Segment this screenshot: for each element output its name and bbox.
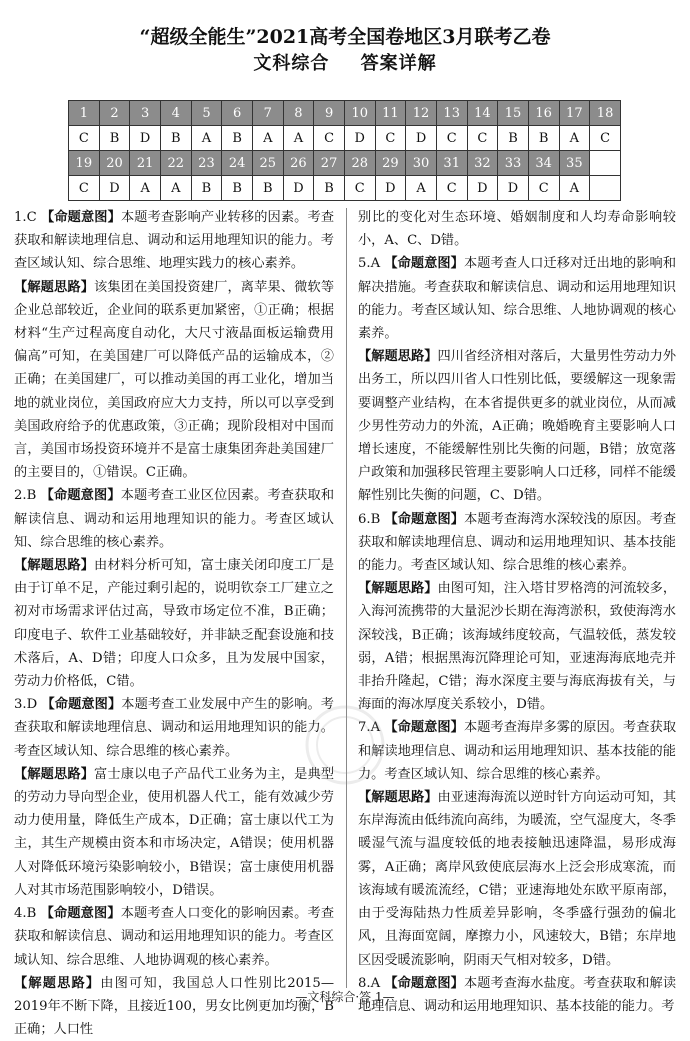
left-column (14, 206, 334, 1041)
paragraph-text: 本题考查海岸多雾的原因。考查获取和解读地理信息、调动和运用地理知识、基本技能的能力。考查区域认知、综合思维的核心素养。 (358, 720, 677, 782)
answer-cell: C (314, 126, 345, 151)
answer-paragraph (358, 577, 676, 716)
paragraph-text: 由亚速海海流以逆时针方向运动可知，其东岸海流由低纬流向高纬，为暖流，空气湿度大，冬季暖湿气流与温度较低的地表接触迅速降温，易形成海雾，A正确；离岸风致使底层海水上泛会形成寒流，而该海域有暖流流经，C错；亚速海地处东欧平原南部，由于受海陆热力性质差异影响，冬季盛行强劲的偏北风，且海面宽阔，摩擦力小，风速较大，B错；东岸地区因受暖流影响，阴雨天气相对较多，D错。 (358, 790, 677, 968)
answer-cell: A (406, 176, 437, 201)
paragraph-text: 该集团在美国投资建厂，离苹果、微软等企业总部较近，企业间的联系更加紧密，①正确；根据材料“生产过程高度自动化，大尺寸液晶面板运输费用偏高”可知，在美国建厂可以降低产品的运输成本，②正确；在美国建厂，可以推动美国的再工业化，增加当地的就业岗位，美国政府应大力支持，所以可以享受到美国政府给予的优惠政策，③正确；现阶段相对中国而言，美国市场投资环境并不是富士康集团奔赴美国建厂的主要目的，①错误。C正确。 (14, 279, 335, 481)
question-lead: 6.B (358, 511, 381, 527)
answer-cell: A (283, 126, 314, 151)
page-subtitle (0, 49, 690, 75)
answer-table (68, 100, 621, 201)
section-tag: 【命题意图】 (41, 210, 121, 225)
answer-cell: A (160, 176, 191, 201)
question-number-cell: 13 (436, 101, 467, 126)
answer-cell: D (498, 176, 529, 201)
question-number-cell: 20 (99, 151, 130, 176)
paragraph-text: 由图可知，注入塔甘罗格湾的河流较多，入海河流携带的大量泥沙长期在海湾淤积，致使海湾水深较浅，B正确；该海域纬度较高，气温较低，蒸发较弱，A错；根据黑海沉降理论可知，亚速海海底地壳并非抬升隆起，C错；海水深度主要与海底海拔有关，与海面的海冰厚度关系较小，D错。 (358, 581, 677, 713)
paragraph-text: 富士康以电子产品代工业务为主，是典型的劳动力导向型企业，使用机器人代工，能有效减少劳动力使用量，降低生产成本，D正确；富士康以代工为主，其生产规模由资本和市场决定，A错误；使用机器人对降低环境污染影响较小，B错误；富士康使用机器人对其市场范围影响较小，D错误。 (14, 766, 335, 898)
question-number-cell: 16 (528, 101, 559, 126)
question-number-cell: 17 (559, 101, 590, 126)
paragraph-text: 本题考查工业区位因素。考查获取和解读信息、调动和运用地理知识的能力。考查区域认知、综合思维的核心素养。 (14, 488, 335, 550)
answer-paragraph (14, 554, 334, 693)
subtitle-subject: 文科综合 (253, 53, 330, 74)
answer-cell: B (252, 176, 283, 201)
question-number-cell: 12 (406, 101, 437, 126)
paragraph-text: 本题考查海湾水深较浅的原因。考查获取和解读地理信息、调动和运用地理知识、基本技能的能力。考查区域认知、综合思维的核心素养。 (358, 511, 677, 574)
question-number-cell: 27 (314, 151, 345, 176)
section-tag: 【命题意图】 (384, 256, 464, 272)
answer-paragraph (14, 972, 334, 1041)
section-tag: 【命题意图】 (384, 975, 464, 991)
paragraph-text: 本题考查人口变化的影响因素。考查获取和解读信息、调动和运用地理知识的能力。考查区域认知、综合思维、人地协调观的核心素养。 (14, 906, 335, 968)
question-number-cell: 35 (559, 151, 590, 176)
answer-cell: D (467, 176, 498, 201)
page-title: “超级全能生”2021高考全国卷地区3月联考乙卷 (139, 26, 551, 48)
question-number-cell: 15 (498, 101, 529, 126)
answer-cell: A (191, 126, 222, 151)
answer-paragraph (14, 206, 334, 276)
answer-cell: D (99, 176, 130, 201)
answer-cell: A (559, 176, 590, 201)
question-number-cell: 26 (283, 151, 314, 176)
section-tag: 【命题意图】 (40, 906, 121, 922)
question-number-cell: 28 (344, 151, 375, 176)
answer-paragraph (14, 484, 334, 554)
question-number-cell: 19 (69, 151, 100, 176)
question-number-cell: 29 (375, 151, 406, 176)
answer-row (69, 126, 621, 151)
question-number-cell: 23 (191, 151, 222, 176)
question-number-cell: 24 (222, 151, 253, 176)
section-tag: 【命题意图】 (384, 511, 465, 527)
answer-paragraph (14, 902, 334, 972)
answer-cell: B (498, 126, 529, 151)
answer-cell: B (528, 126, 559, 151)
answer-cell: D (283, 176, 314, 201)
paragraph-text: 本题考查工业发展中产生的影响。考查获取和解读地理信息、调动和运用地理知识的能力。考查区域认知、综合思维的核心素养。 (14, 697, 334, 759)
question-number-cell: 11 (375, 101, 406, 126)
answer-cell: D (130, 126, 161, 151)
paragraph-text: 本题考查人口迁移对迁出地的影响和解决措施。考查获取和解读信息、调动和运用地理知识的能力。考查区域认知、综合思维、人地协调观的核心素养。 (358, 256, 677, 342)
question-lead: 2.B (14, 488, 37, 504)
question-number-cell: 2 (99, 101, 130, 126)
answer-cell (590, 176, 621, 201)
section-tag: 【解题思路】 (14, 766, 95, 782)
paragraph-text: 由材料分析可知，富士康关闭印度工厂是由于订单不足，产能过剩引起的，说明钦奈工厂建立之初对市场需求评估过高，导致市场定位不准，B正确；印度电子、软件工业基础较好，并非缺乏配套设施和技术落后，A、D错；印度人口众多，且为发展中国家，劳动力价格低，C错。 (14, 558, 335, 690)
answer-cell: B (222, 126, 253, 151)
answer-cell: D (375, 176, 406, 201)
question-lead: 7.A (358, 720, 381, 736)
question-number-cell: 14 (467, 101, 498, 126)
answer-cell: B (99, 126, 130, 151)
page-footer: —文科综合·答 1— (295, 990, 395, 1004)
question-number-row (69, 151, 621, 176)
answer-paragraph (358, 786, 676, 972)
question-number-cell: 8 (283, 101, 314, 126)
answer-cell: C (590, 126, 621, 151)
answer-cell: C (375, 126, 406, 151)
question-number-cell: 6 (222, 101, 253, 126)
column-divider (346, 208, 347, 988)
section-tag: 【解题思路】 (358, 349, 438, 365)
question-number-cell: 5 (191, 101, 222, 126)
section-tag: 【解题思路】 (14, 975, 101, 991)
section-tag: 【命题意图】 (41, 697, 122, 713)
question-lead: 5.A (358, 256, 381, 272)
answer-cell: B (222, 176, 253, 201)
question-lead: 4.B (14, 906, 37, 922)
question-number-cell: 18 (590, 101, 621, 126)
answer-cell: C (344, 176, 375, 201)
answer-cell: A (252, 126, 283, 151)
question-number-cell: 9 (314, 101, 345, 126)
answer-cell: C (436, 176, 467, 201)
question-number-cell: 34 (528, 151, 559, 176)
answer-cell: C (528, 176, 559, 201)
answer-paragraph (14, 693, 334, 763)
answer-cell: B (314, 176, 345, 201)
answer-paragraph (14, 276, 334, 485)
paragraph-text: 本题考查影响产业转移的因素。考查获取和解读地理信息、调动和运用地理知识的能力。考查区域认知、综合思维、地理实践力的核心素养。 (14, 210, 335, 272)
answer-paragraph (358, 345, 676, 507)
question-number-cell: 22 (160, 151, 191, 176)
paragraph-text: 四川省经济相对落后，大量男性劳动力外出务工，所以四川省人口性别比低，要缓解这一现象需要调整产业结构，在本省提供更多的就业岗位，从而减少男性劳动力的外流，A正确；晚婚晚育主要影响人口增长速度，不能缓解性别比失衡的问题，B错；放宽落户政策和加强移民管理主要影响人口迁移，同样不能缓解性别比失衡的问题，C、D错。 (358, 349, 677, 504)
section-tag: 【解题思路】 (358, 790, 438, 806)
answer-cell: A (130, 176, 161, 201)
question-number-cell (590, 151, 621, 176)
section-tag: 【解题思路】 (14, 558, 95, 574)
answer-cell: C (467, 126, 498, 151)
question-number-cell: 3 (130, 101, 161, 126)
answer-row (69, 176, 621, 201)
answer-cell: B (191, 176, 222, 201)
subtitle-answers: 答案详解 (360, 53, 437, 74)
answer-cell: D (406, 126, 437, 151)
right-column (358, 206, 676, 1018)
section-tag: 【命题意图】 (40, 488, 121, 504)
question-lead: 1.C (14, 210, 37, 225)
answer-paragraph (358, 716, 676, 786)
paragraph-text: 别比的变化对生态环境、婚姻制度和人均寿命影响较小，A、C、D错。 (358, 210, 676, 249)
answer-paragraph (358, 252, 676, 345)
question-number-cell: 31 (436, 151, 467, 176)
question-number-cell: 10 (344, 101, 375, 126)
watermark-logo (300, 700, 390, 790)
paragraph-text: 由图可知，我国总人口性别比2015—2019年不断下降，且接近100，男女比例更加均衡，B正确；人口性 (14, 975, 335, 1038)
question-number-cell: 33 (498, 151, 529, 176)
answer-cell: C (436, 126, 467, 151)
section-tag: 【解题思路】 (358, 581, 438, 597)
answer-cell: D (344, 126, 375, 151)
answer-cell: B (160, 126, 191, 151)
answer-cell: C (69, 176, 100, 201)
question-number-cell: 4 (160, 101, 191, 126)
question-number-cell: 32 (467, 151, 498, 176)
question-lead: 8.A (358, 975, 381, 991)
answer-paragraph (358, 508, 676, 578)
answer-paragraph (358, 206, 676, 252)
answer-cell: A (559, 126, 590, 151)
question-number-cell: 30 (406, 151, 437, 176)
paragraph-text: 本题考查海水盐度。考查获取和解读地理信息、调动和运用地理知识、基本技能的能力。考 (358, 975, 677, 1014)
question-number-cell: 7 (252, 101, 283, 126)
question-lead: 3.D (14, 697, 38, 713)
section-tag: 【解题思路】 (14, 279, 95, 295)
question-number-cell: 1 (69, 101, 100, 126)
answer-paragraph (14, 763, 334, 902)
section-tag: 【命题意图】 (384, 720, 464, 736)
question-number-row (69, 101, 621, 126)
question-number-cell: 21 (130, 151, 161, 176)
question-number-cell: 25 (252, 151, 283, 176)
answer-cell: C (69, 126, 100, 151)
